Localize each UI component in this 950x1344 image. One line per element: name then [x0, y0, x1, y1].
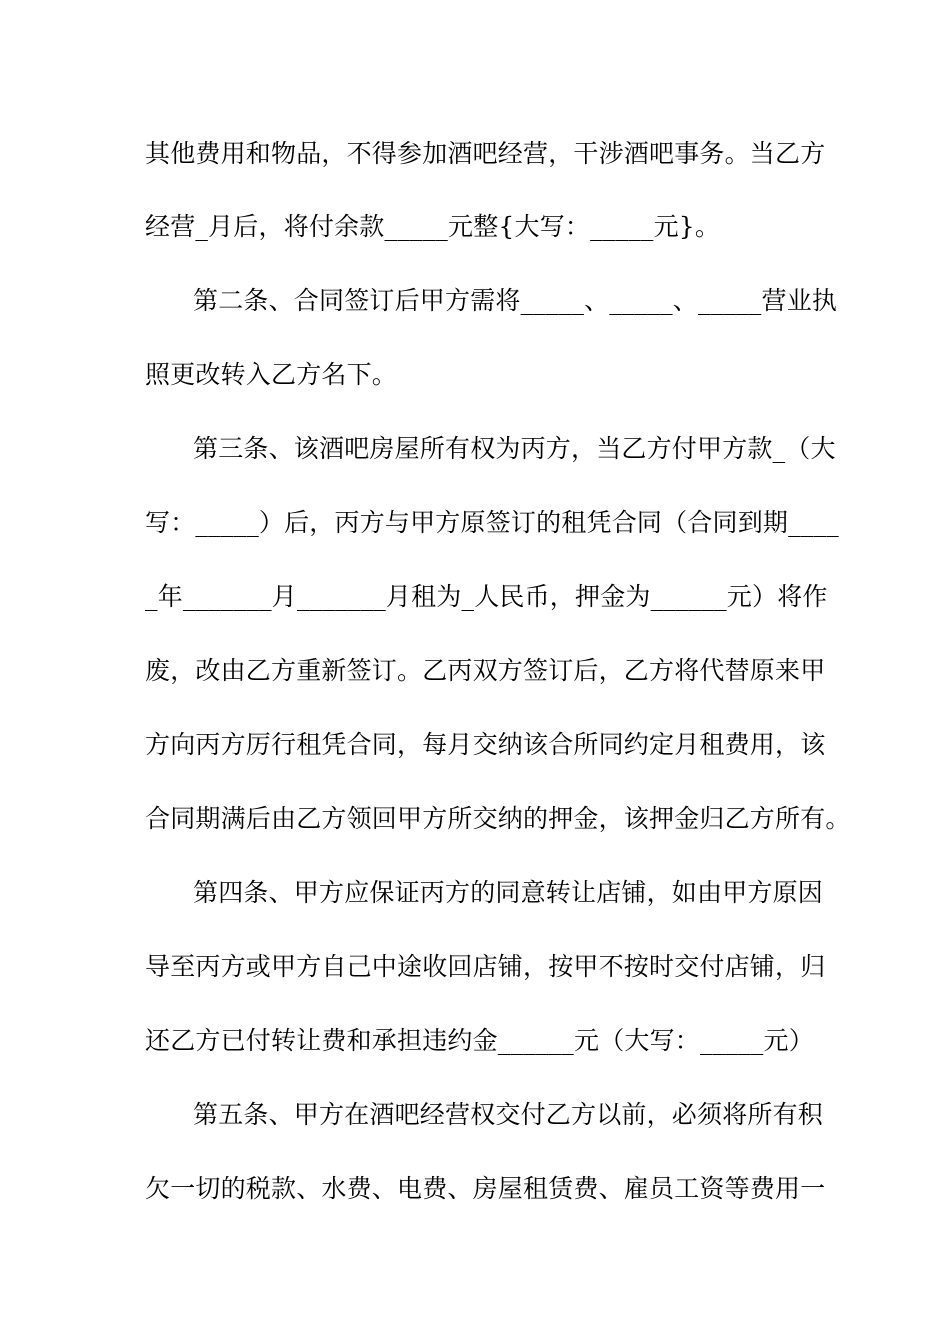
paragraph-article-3: 第三条、该酒吧房屋所有权为丙方，当乙方付甲方款_（大 [193, 434, 836, 463]
paragraph-article-4: 第四条、甲方应保证丙方的同意转让店铺，如由甲方原因 [193, 878, 824, 907]
text-line: 导至丙方或甲方自己中途收回店铺，按甲不按时交付店铺，归 [145, 952, 826, 981]
text-line: 还乙方已付转让费和承担违约金______元（大写：_____元） [145, 1026, 814, 1055]
text-line: _年_______月_______月租为_人民币，押金为______元）将作 [145, 582, 828, 611]
text-line: 写：_____）后，丙方与甲方原签订的租凭合同（合同到期____ [145, 508, 839, 537]
text-line: 方向丙方厉行租凭合同，每月交纳该合所同约定月租费用，该 [145, 730, 826, 759]
text-line: 照更改转入乙方名下。 [145, 360, 398, 389]
text-line: 合同期满后由乙方领回甲方所交纳的押金，该押金归乙方所有。 [145, 804, 851, 833]
text-line: 经营_月后，将付余款_____元整{大写：_____元}。 [145, 212, 721, 241]
text-line: 废，改由乙方重新签订。乙丙双方签订后，乙方将代替原来甲 [145, 656, 826, 685]
text-line: 欠一切的税款、水费、电费、房屋租赁费、雇员工资等费用一 [145, 1174, 826, 1203]
text-line: 其他费用和物品，不得参加酒吧经营，干涉酒吧事务。当乙方 [145, 139, 826, 168]
paragraph-article-2: 第二条、合同签订后甲方需将_____、_____、_____营业执 [193, 286, 838, 315]
paragraph-article-5: 第五条、甲方在酒吧经营权交付乙方以前，必须将所有积 [193, 1100, 824, 1129]
